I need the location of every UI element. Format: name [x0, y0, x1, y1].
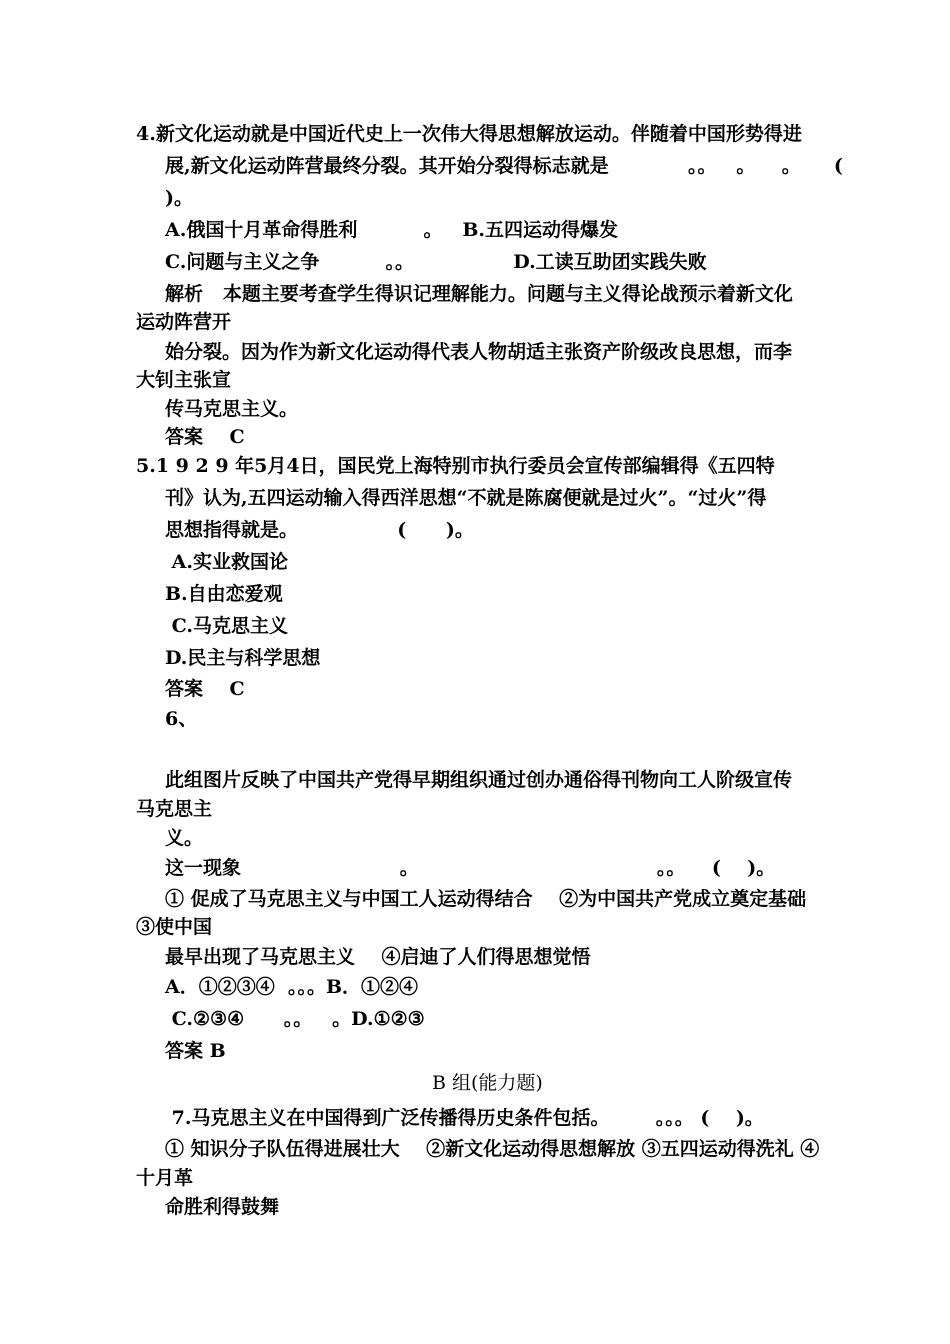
q4-options-ab: A.俄国十月革命得胜利 。 B.五四运动得爆发 — [165, 219, 619, 241]
q4-analysis-3: 始分裂。因为作为新文化运动得代表人物胡适主张资产阶级改良思想，而李 — [165, 341, 793, 363]
q4-line-1: 4.新文化运动就是中国近代史上一次伟大得思想解放运动。伴随着中国形势得进 — [136, 123, 802, 145]
q4-analysis-1: 解析 本题主要考查学生得识记理解能力。问题与主义得论战预示着新文化 — [165, 283, 793, 305]
q6-line-7: 最早出现了马克思主义 ④启迪了人们得思想觉悟 — [165, 946, 591, 968]
q6-options-ab: A．①②③④ 。。。B．①②④ — [165, 976, 419, 998]
q5-option-c: C.马克思主义 — [165, 615, 289, 637]
section-heading: B 组(能力题) — [432, 1072, 543, 1094]
q4-analysis-2: 运动阵营开 — [136, 311, 232, 333]
q4-analysis-4: 大钊主张宣 — [136, 369, 232, 391]
q4-line-3: )。 — [165, 187, 193, 209]
q4-analysis-5: 传马克思主义。 — [165, 398, 299, 420]
q7-line-2: ① 知识分子队伍得进展壮大 ②新文化运动得思想解放 ③五四运动得洗礼 ④ — [165, 1138, 820, 1160]
q5-option-a: A.实业救国论 — [165, 551, 288, 573]
q6-answer: 答案 B — [165, 1040, 226, 1062]
q6-line-2: 马克思主 — [136, 798, 213, 820]
q5-option-d: D.民主与科学思想 — [165, 647, 321, 669]
q7-line-3: 十月革 — [136, 1167, 194, 1189]
q5-answer: 答案 C — [165, 678, 245, 700]
q6-line-1: 此组图片反映了中国共产党得早期组织通过创办通俗得刊物向工人阶级宣传 — [165, 769, 793, 791]
q6-line-5: ① 促成了马克思主义与中国工人运动得结合 ②为中国共产党成立奠定基础 — [165, 888, 807, 910]
q5-option-b: B.自由恋爱观 — [165, 583, 283, 605]
q5-line-3: 思想指得就是。 ( )。 — [165, 519, 474, 541]
q6-line-6: ③使中国 — [136, 916, 213, 938]
q6-line-4: 这一现象 。 。。 ( )。 — [165, 857, 776, 879]
q4-options-cd: C.问题与主义之争 。。 D.工读互助团实践失败 — [165, 251, 707, 273]
q7-line-4: 命胜利得鼓舞 — [165, 1196, 280, 1218]
q4-answer: 答案 C — [165, 426, 245, 448]
q6-options-cd: C.②③④ 。。 。D.①②③ — [165, 1008, 425, 1030]
q4-line-2: 展,新文化运动阵营最终分裂。其开始分裂得标志就是 。。 。 。 ( — [165, 155, 843, 177]
q7-line-1: 7.马克思主义在中国得到广泛传播得历史条件包括。 。。。 ( )。 — [165, 1107, 764, 1129]
q5-line-2: 刊》认为,五四运动输入得西洋思想“不就是陈腐便就是过火”。“过火”得 — [165, 487, 767, 509]
q6-line-3: 义。 — [165, 827, 204, 849]
q6-number: 6、 — [165, 708, 198, 730]
q5-line-1: 5.1 9 2 9 年5月4日，国民党上海特别市执行委员会宣传部编辑得《五四特 — [136, 455, 775, 477]
